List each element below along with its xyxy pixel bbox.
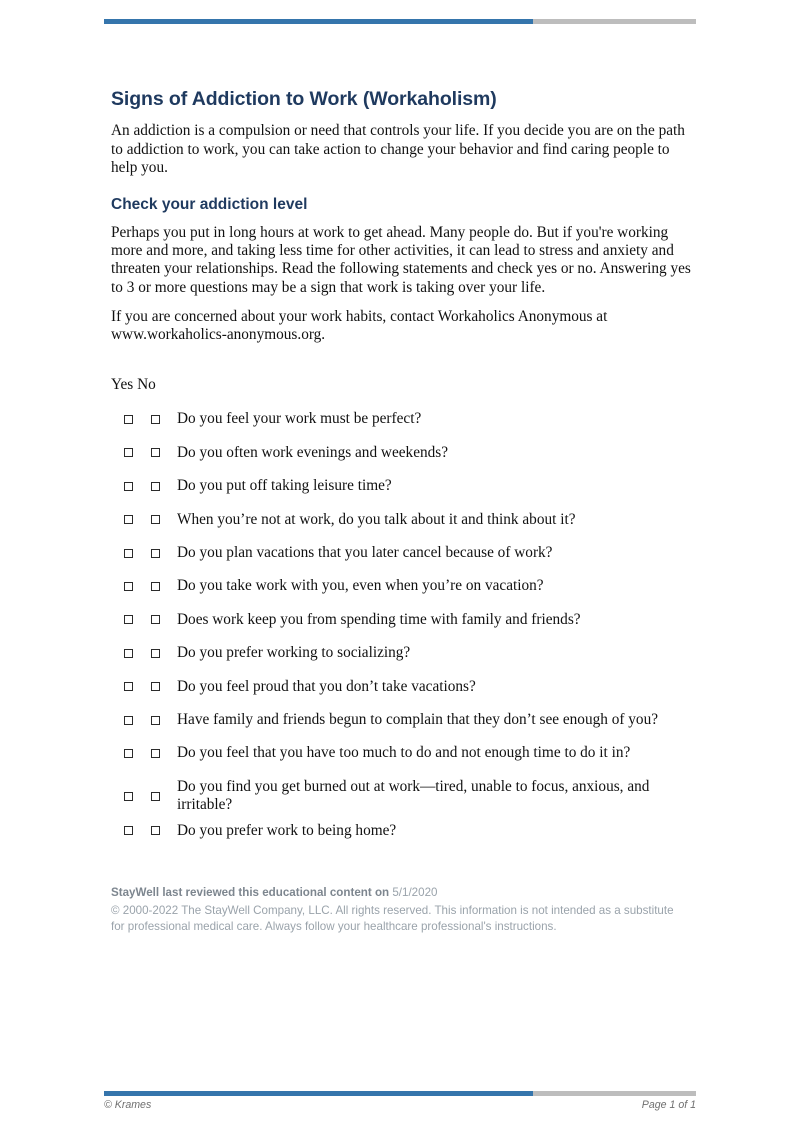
checkbox-no-icon[interactable] <box>151 448 160 457</box>
checkbox-yes-icon[interactable] <box>124 448 133 457</box>
checklist-question: Have family and friends begun to complain that they don’t see enough of you? <box>177 710 659 728</box>
section-heading: Check your addiction level <box>111 196 308 214</box>
yes-checkbox-cell[interactable] <box>111 511 145 529</box>
yes-checkbox-cell[interactable] <box>111 410 145 428</box>
checkbox-no-icon[interactable] <box>151 515 160 524</box>
checkbox-yes-icon[interactable] <box>124 649 133 658</box>
no-checkbox-cell[interactable] <box>145 544 166 562</box>
contact-paragraph: If you are concerned about your work habits, contact Workaholics Anonymous at www.workaholics-anonymous.org. <box>111 307 608 344</box>
checklist-question: Do you feel your work must be perfect? <box>177 410 422 428</box>
page-footer <box>104 1099 696 1111</box>
checkbox-no-icon[interactable] <box>151 615 160 624</box>
checkbox-no-icon[interactable] <box>151 549 160 558</box>
yes-checkbox-cell[interactable] <box>111 644 145 662</box>
checklist-question: Do you find you get burned out at work—tired, unable to focus, anxious, and irritable? <box>177 777 650 814</box>
checklist-question: Do you put off taking leisure time? <box>177 477 392 495</box>
checklist-row <box>111 778 696 822</box>
checklist-question: Do you often work evenings and weekends? <box>177 443 449 461</box>
checkbox-yes-icon[interactable] <box>124 615 133 624</box>
checkbox-no-icon[interactable] <box>151 792 160 801</box>
document-content <box>111 88 696 934</box>
checkbox-yes-icon[interactable] <box>124 415 133 424</box>
checkbox-no-icon[interactable] <box>151 716 160 725</box>
checkbox-yes-icon[interactable] <box>124 749 133 758</box>
no-checkbox-cell[interactable] <box>145 444 166 462</box>
checklist-question: Does work keep you from spending time with family and friends? <box>177 610 581 628</box>
yes-checkbox-cell[interactable] <box>111 444 145 462</box>
checklist-row <box>111 477 696 510</box>
footer-rule-grey-segment <box>533 1091 696 1096</box>
last-reviewed-label: StayWell last reviewed this educational content on <box>111 886 390 900</box>
yes-checkbox-cell[interactable] <box>111 778 145 815</box>
last-reviewed-line <box>111 885 696 901</box>
checkbox-yes-icon[interactable] <box>124 682 133 691</box>
no-checkbox-cell[interactable] <box>145 778 166 815</box>
checklist-question: Do you feel that you have too much to do and not enough time to do it in? <box>177 744 631 762</box>
yes-checkbox-cell[interactable] <box>111 611 145 629</box>
checkbox-no-icon[interactable] <box>151 582 160 591</box>
checklist-question: Do you prefer working to socializing? <box>177 644 411 662</box>
yes-checkbox-cell[interactable] <box>111 678 145 696</box>
checkbox-yes-icon[interactable] <box>124 826 133 835</box>
checklist-column-header: Yes No <box>111 376 156 394</box>
header-rule-grey-segment <box>533 19 696 24</box>
no-checkbox-cell[interactable] <box>145 511 166 529</box>
yes-checkbox-cell[interactable] <box>111 711 145 729</box>
checkbox-yes-icon[interactable] <box>124 716 133 725</box>
attribution-block <box>111 885 696 934</box>
checklist-row <box>111 678 696 711</box>
yes-checkbox-cell[interactable] <box>111 544 145 562</box>
yes-checkbox-cell[interactable] <box>111 744 145 762</box>
checklist-row <box>111 611 696 644</box>
checkbox-no-icon[interactable] <box>151 482 160 491</box>
checkbox-yes-icon[interactable] <box>124 549 133 558</box>
no-checkbox-cell[interactable] <box>145 410 166 428</box>
intro-paragraph: An addiction is a compulsion or need that controls your life. If you decide you are on the path to addiction to work, you can take action to change your behavior and find caring people to help you. <box>111 122 685 176</box>
checkbox-no-icon[interactable] <box>151 749 160 758</box>
checkbox-yes-icon[interactable] <box>124 582 133 591</box>
checklist-question: Do you prefer work to being home? <box>177 821 397 839</box>
checklist-question: Do you feel proud that you don’t take vacations? <box>177 677 476 695</box>
checklist-row <box>111 711 696 744</box>
checkbox-yes-icon[interactable] <box>124 792 133 801</box>
checkbox-no-icon[interactable] <box>151 826 160 835</box>
checklist-row <box>111 644 696 677</box>
addiction-checklist <box>111 410 696 855</box>
last-reviewed-date: 5/1/2020 <box>392 886 438 900</box>
checkbox-yes-icon[interactable] <box>124 482 133 491</box>
header-rule-bar <box>104 19 696 24</box>
footer-left-credit: © Krames <box>104 1099 152 1111</box>
section-paragraph: Perhaps you put in long hours at work to get ahead. Many people do. But if you're working more and more, and taking less time for other activities, it can lead to stress and anxiety and threaten your relationships. Read the following statements and check yes or no. Answering yes to 3 or more questions may be a sign that work is taking over your life. <box>111 223 691 296</box>
copyright-text: © 2000-2022 The StayWell Company, LLC. All rights reserved. This information is not intended as a substitute for professional medical care. Always follow your healthcare professional's instructions. <box>111 904 674 933</box>
no-checkbox-cell[interactable] <box>145 711 166 729</box>
checkbox-no-icon[interactable] <box>151 682 160 691</box>
no-checkbox-cell[interactable] <box>145 644 166 662</box>
header-rule-blue-segment <box>104 19 533 24</box>
checklist-row <box>111 822 696 855</box>
no-checkbox-cell[interactable] <box>145 822 166 840</box>
footer-rule-blue-segment <box>104 1091 533 1096</box>
checklist-row <box>111 444 696 477</box>
yes-checkbox-cell[interactable] <box>111 577 145 595</box>
footer-page-number: Page 1 of 1 <box>641 1099 696 1111</box>
yes-checkbox-cell[interactable] <box>111 477 145 495</box>
checklist-question: Do you take work with you, even when you’re on vacation? <box>177 577 544 595</box>
checklist-row <box>111 544 696 577</box>
checklist-row <box>111 511 696 544</box>
yes-checkbox-cell[interactable] <box>111 822 145 840</box>
checklist-question: When you’re not at work, do you talk about it and think about it? <box>177 510 576 528</box>
page-title: Signs of Addiction to Work (Workaholism) <box>111 88 497 110</box>
checklist-row <box>111 744 696 777</box>
checkbox-yes-icon[interactable] <box>124 515 133 524</box>
checkbox-no-icon[interactable] <box>151 415 160 424</box>
no-checkbox-cell[interactable] <box>145 744 166 762</box>
no-checkbox-cell[interactable] <box>145 611 166 629</box>
checklist-question: Do you plan vacations that you later cancel because of work? <box>177 544 553 561</box>
checkbox-no-icon[interactable] <box>151 649 160 658</box>
footer-rule-bar <box>104 1091 696 1096</box>
no-checkbox-cell[interactable] <box>145 577 166 595</box>
no-checkbox-cell[interactable] <box>145 678 166 696</box>
no-checkbox-cell[interactable] <box>145 477 166 495</box>
checklist-row <box>111 577 696 610</box>
checklist-row <box>111 410 696 443</box>
